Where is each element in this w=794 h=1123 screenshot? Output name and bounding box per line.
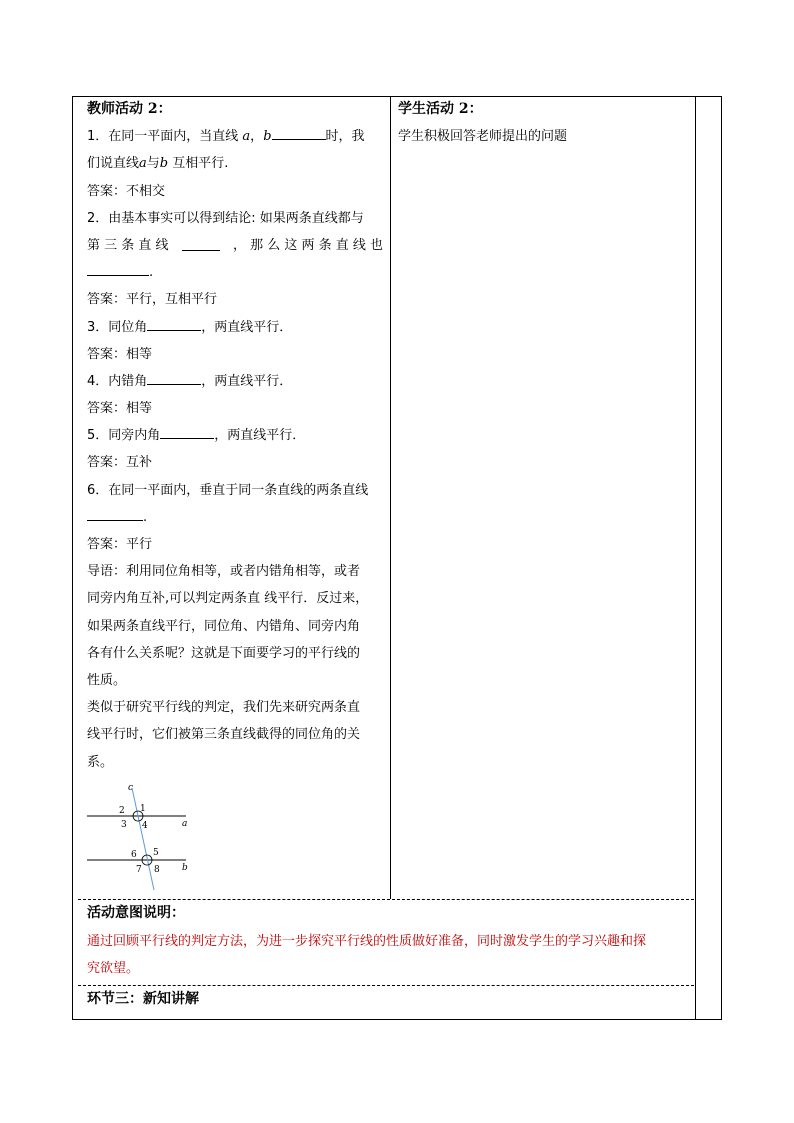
guide-line-2: 同旁内角互补,可以判定两条直 线平行．反过来， [87,591,369,607]
question-2-line-3: . [87,259,383,286]
student-activity-heading: 学生活动 2： [398,101,483,117]
row-divider-intent [78,899,694,900]
analogy-line-3: 系。 [87,754,114,770]
guide-line-5: 性质。 [87,672,127,688]
guide-line-1: 导语：利用同位角相等，或者内错角相等，或者 [87,564,361,580]
answer-blank [147,316,201,331]
answer-2: 答案：平行，互相平行 [87,292,218,308]
question-2-line-1: 2．由基本事实可以得到结论: 如果两条直线都与 [87,210,364,226]
angle-label-7: 7 [136,865,142,875]
answer-4: 答案：相等 [87,401,153,417]
analogy-line-1: 类似于研究平行线的判定，我们先来研究两条直 [87,700,361,716]
section-3-heading: 环节三：新知讲解 [87,991,199,1007]
intent-text [87,928,693,982]
answer-blank [87,261,149,276]
guide-line-3: 如果两条直线平行，同位角、内错角、同旁内角 [87,618,361,634]
question-1-line-2: 们说直线a与b 互相平行. [87,156,229,172]
label-b: b [182,863,188,873]
answer-3: 答案：相等 [87,346,153,362]
angle-label-1: 1 [140,804,146,814]
guide-line-4: 各有什么关系呢？这就是下面要学习的平行线的 [87,645,361,661]
parallel-lines-figure [84,780,204,895]
angle-label-5: 5 [153,848,159,858]
student-activity [398,96,690,150]
teacher-activity-heading: 教师活动 2： [87,101,172,117]
analogy-line-2: 线平行时，它们被第三条直线截得的同位角的关 [87,727,361,743]
label-c: c [128,783,134,793]
student-activity-text: 学生积极回答老师提出的问题 [398,129,568,145]
column-divider [390,96,391,899]
question-5: 5．同旁内角 ，两直线平行． [87,422,383,449]
teacher-activity [87,96,383,776]
answer-blank [87,506,143,521]
answer-5: 答案：互补 [87,455,153,471]
angle-label-3: 3 [121,820,127,830]
intent-line-1: 通过回顾平行线的判定方法，为进一步探究平行线的性质做好准备，同时激发学生的学习兴趣和探 [87,934,647,949]
question-3: 3．同位角 ，两直线平行． [87,314,383,341]
answer-blank [182,236,220,251]
angle-label-8: 8 [154,865,160,875]
answer-blank [272,125,326,140]
intent-line-2: 究欲望。 [87,961,140,977]
question-6-line-2: . [87,504,383,531]
answer-blank [160,424,214,439]
label-a: a [182,819,188,829]
angle-label-4: 4 [142,821,148,831]
question-4: 4．内错角 ，两直线平行． [87,368,383,395]
angle-label-2: 2 [119,806,125,816]
question-1-line-1: 1．在同一平面内，当直线 a，b 时，我 [87,123,383,150]
intent-heading: 活动意图说明： [87,905,185,921]
answer-blank [147,370,201,385]
question-2-line-2: 第 三 条 直 线 ， 那 么 这 两 条 直 线 也 [87,237,383,253]
question-6-line-1: 6．在同一平面内，垂直于同一条直线的两条直线 [87,482,369,498]
row-divider-section3 [78,985,694,986]
angle-label-6: 6 [131,850,137,860]
right-margin-rule [695,96,696,1020]
answer-6: 答案：平行 [87,537,153,552]
answer-1: 答案：不相交 [87,183,166,199]
